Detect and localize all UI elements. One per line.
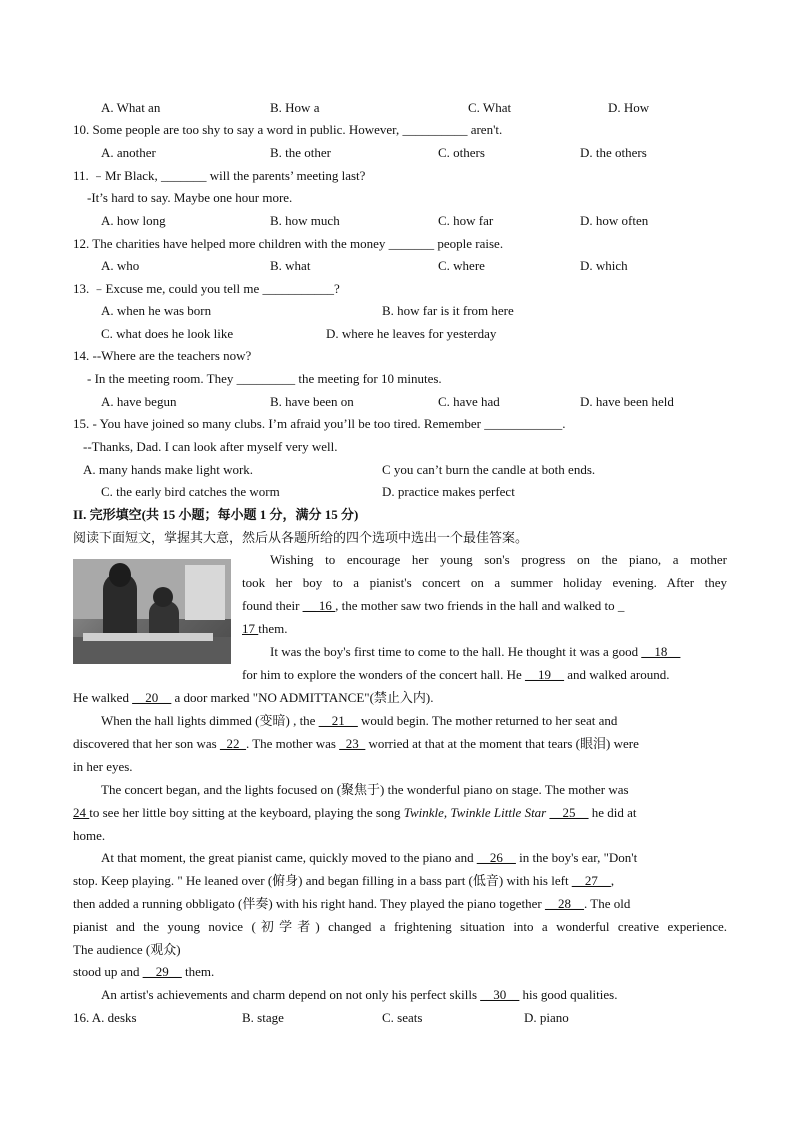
q9-option-d: D. How xyxy=(608,100,650,115)
blank-27[interactable]: __27__ xyxy=(571,873,611,888)
q15-reply: --Thanks, Dad. I can look after myself very well. xyxy=(83,439,338,454)
q11-option-d: D. how often xyxy=(580,213,649,228)
blank-28[interactable]: __28__ xyxy=(545,896,584,911)
q10-option-c: C. others xyxy=(438,145,485,160)
passage-line: 24 to see her little boy sitting at the keyboard, playing the song Twinkle, Twinkle Little Star __25__ he did at xyxy=(73,805,637,820)
passage-line: At that moment, the great pianist came, quickly moved to the piano and __26__ in the boy's ear, "Don't xyxy=(101,850,638,865)
passage-line: found their __ 16 , the mother saw two friends in the hall and walked to _ xyxy=(242,598,625,613)
passage-line: When the hall lights dimmed (变暗) , the __21__ would begin. The mother returned to her seat and xyxy=(101,713,618,728)
q16-option-b: B. stage xyxy=(242,1010,284,1025)
q15-option-d: D. practice makes perfect xyxy=(382,484,515,499)
blank-26[interactable]: __26__ xyxy=(476,850,516,865)
q13-stem: 13. ﹣Excuse me, could you tell me ___________? xyxy=(73,281,340,296)
q14-option-d: D. have been held xyxy=(580,394,674,409)
q13-option-a: A. when he was born xyxy=(101,303,212,318)
blank-25[interactable]: __25__ xyxy=(549,805,589,820)
passage-line: He walked __20__ a door marked "NO ADMITTANCE"(禁止入内). xyxy=(73,690,434,705)
q12-option-b: B. what xyxy=(270,258,311,273)
q11-reply: -It’s hard to say. Maybe one hour more. xyxy=(87,190,293,205)
passage-line: took her boy to a pianist's concert on a summer holiday evening. After they xyxy=(242,575,727,590)
passage-line: home. xyxy=(73,828,106,843)
passage-line: 17 them. xyxy=(242,621,288,636)
q16-option-a: 16. A. desks xyxy=(73,1010,137,1025)
q11-stem: 11. ﹣Mr Black, _______ will the parents’ meeting last? xyxy=(73,168,366,183)
q15-option-b: C you can’t burn the candle at both ends. xyxy=(382,462,596,477)
passage-line: The audience (观众) xyxy=(73,942,181,957)
q12-option-c: C. where xyxy=(438,258,485,273)
passage-line: for him to explore the wonders of the concert hall. He __19__ and walked around. xyxy=(242,667,670,682)
section-instruction: 阅读下面短文，掌握其大意，然后从各题所给的四个选项中选出一个最佳答案。 xyxy=(73,530,529,545)
q16-option-d: D. piano xyxy=(524,1010,569,1025)
passage-line: An artist's achievements and charm depend on not only his perfect skills __30__ his good qualities. xyxy=(101,987,618,1002)
blank-18[interactable]: __18__ xyxy=(641,644,681,659)
q14-option-b: B. have been on xyxy=(270,394,354,409)
q10-option-a: A. another xyxy=(101,145,156,160)
blank-30[interactable]: __30__ xyxy=(480,987,520,1002)
blank-17[interactable]: 17 xyxy=(242,621,259,636)
passage-line: in her eyes. xyxy=(73,759,133,774)
blank-22[interactable]: _22_ xyxy=(219,736,246,751)
q13-option-d: D. where he leaves for yesterday xyxy=(326,326,497,341)
q14-option-a: A. have begun xyxy=(101,394,177,409)
q14-option-c: C. have had xyxy=(438,394,500,409)
q12-option-a: A. who xyxy=(101,258,140,273)
q14-reply: - In the meeting room. They _________ the meeting for 10 minutes. xyxy=(87,371,442,386)
q11-option-c: C. how far xyxy=(438,213,494,228)
passage-line: Wishing to encourage her young son's progress on the piano, a mother xyxy=(270,552,727,567)
q9-option-c: C. What xyxy=(468,100,512,115)
blank-16[interactable]: __ 16 xyxy=(302,598,336,613)
blank-24[interactable]: 24 xyxy=(73,805,90,820)
q13-option-b: B. how far is it from here xyxy=(382,303,514,318)
passage-line: then added a running obbligato (伴奏) with his right hand. They played the piano together __28__. The old xyxy=(73,896,631,911)
passage-line: stop. Keep playing. " He leaned over (俯身) and began filling in a bass part (低音) with his left __27__, xyxy=(73,873,615,888)
q10-stem: 10. Some people are too shy to say a word in public. However, __________ aren't. xyxy=(73,122,503,137)
q12-option-d: D. which xyxy=(580,258,628,273)
q11-option-a: A. how long xyxy=(101,213,166,228)
passage-line: discovered that her son was _22_. The mother was _23_ worried at that at the moment that tears (眼泪) were xyxy=(73,736,639,751)
q15-stem: 15. - You have joined so many clubs. I’m afraid you’ll be too tired. Remember ____________. xyxy=(73,416,566,431)
passage-line: pianist and the young novice (初学者) changed a frightening situation into a wonderful creative experience. xyxy=(73,919,727,934)
q16-option-c: C. seats xyxy=(382,1010,423,1025)
section-heading: II. 完形填空(共 15 小题；每小题 1 分，满分 15 分) xyxy=(73,507,359,522)
passage-line: It was the boy's first time to come to the hall. He thought it was a good __18__ xyxy=(270,644,681,659)
q9-option-a: A. What an xyxy=(101,100,161,115)
q15-option-c: C. the early bird catches the worm xyxy=(101,484,280,499)
pianist-photo xyxy=(73,559,231,664)
q11-option-b: B. how much xyxy=(270,213,340,228)
song-title: Twinkle, Twinkle Little Star xyxy=(403,805,547,820)
passage-line: The concert began, and the lights focused on (聚焦于) the wonderful piano on stage. The mother was xyxy=(101,782,629,797)
blank-29[interactable]: __29__ xyxy=(142,964,182,979)
q15-option-a: A. many hands make light work. xyxy=(83,462,254,477)
passage-line: stood up and __29__ them. xyxy=(73,964,215,979)
q14-stem: 14. --Where are the teachers now? xyxy=(73,348,252,363)
q12-stem: 12. The charities have helped more children with the money _______ people raise. xyxy=(73,236,504,251)
blank-20[interactable]: __20__ xyxy=(132,690,172,705)
q9-option-b: B. How a xyxy=(270,100,320,115)
q10-option-b: B. the other xyxy=(270,145,332,160)
q13-option-c: C. what does he look like xyxy=(101,326,234,341)
q10-option-d: D. the others xyxy=(580,145,647,160)
blank-21[interactable]: __21__ xyxy=(318,713,358,728)
blank-19[interactable]: __19__ xyxy=(525,667,565,682)
blank-23[interactable]: _23_ xyxy=(339,736,366,751)
